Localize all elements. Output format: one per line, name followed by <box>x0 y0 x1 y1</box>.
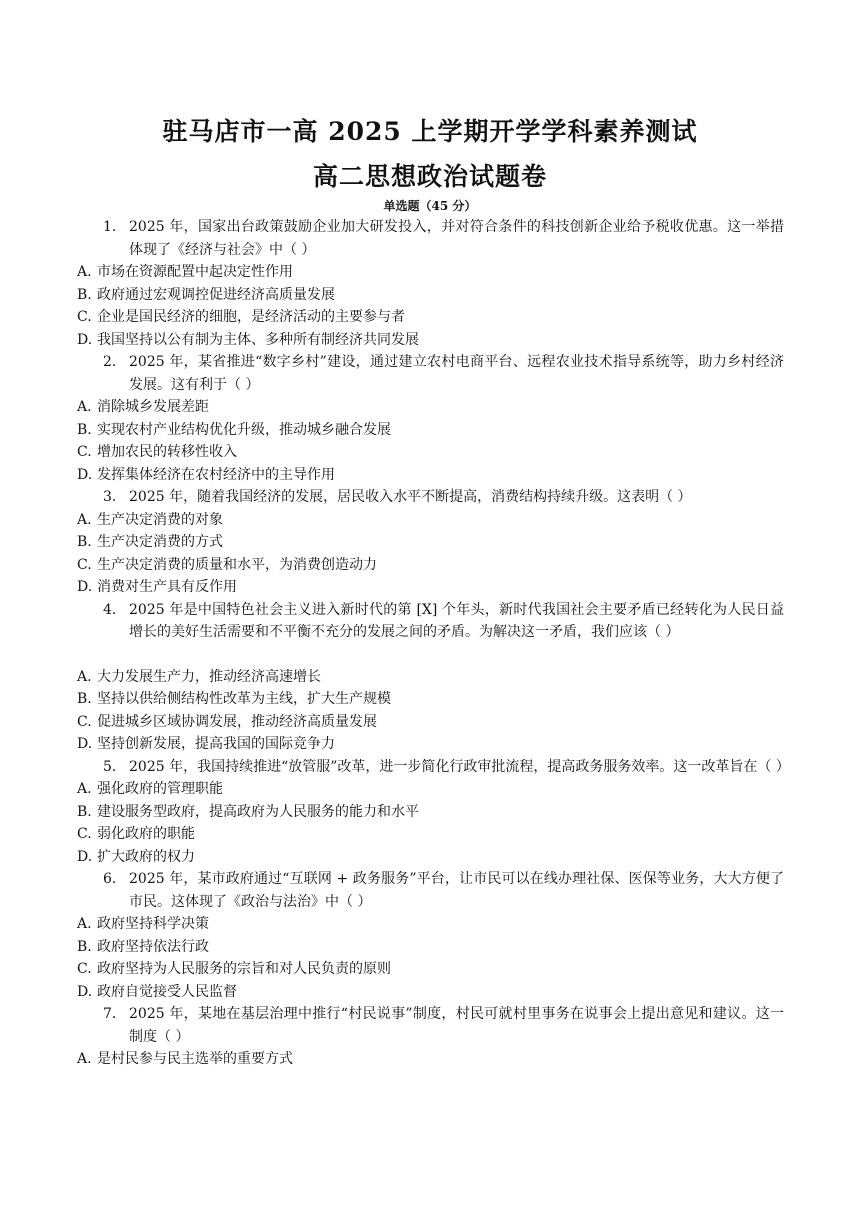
option-label: B. <box>77 803 92 820</box>
option-c <box>77 958 860 981</box>
option-label: B. <box>77 691 92 707</box>
question-5 <box>103 756 790 779</box>
question-number: 2. <box>103 354 117 370</box>
option-label: B. <box>77 534 92 550</box>
option-text: 企业是国民经济的细胞，是经济活动的主要参与者 <box>97 309 405 325</box>
option-label: A. <box>77 511 92 528</box>
option-text: 是村民参与民主选举的重要方式 <box>97 1051 293 1067</box>
option-a <box>77 509 860 532</box>
option-text: 消费对生产具有反作用 <box>97 579 237 595</box>
option-text: 强化政府的管理职能 <box>97 781 223 797</box>
option-text: 生产决定消费的对象 <box>97 511 223 528</box>
option-text: 我国坚持以公有制为主体、多种所有制经济共同发展 <box>97 331 419 348</box>
question-2 <box>103 351 784 396</box>
option-b <box>77 801 860 824</box>
option-b <box>77 936 860 959</box>
option-a <box>77 261 860 284</box>
option-c <box>77 554 860 577</box>
option-text: 大力发展生产力，推动经济高速增长 <box>97 668 321 685</box>
option-c <box>77 823 860 846</box>
option-label: B. <box>77 286 92 303</box>
option-d <box>77 846 860 869</box>
option-label: D. <box>77 466 93 483</box>
answer-gap <box>0 644 860 666</box>
option-text: 扩大政府的权力 <box>97 848 195 865</box>
option-label: A. <box>77 668 92 685</box>
option-a <box>77 913 860 936</box>
question-number: 7. <box>103 1006 117 1022</box>
question-text: 2025 年，某省推进“数字乡村”建设，通过建立农村电商平台、远程农业技术指导系统等，助力乡村经济发展。这有利于（ ） <box>129 354 784 393</box>
option-text: 实现农村产业结构优化升级，推动城乡融合发展 <box>97 421 391 438</box>
option-label: A. <box>77 1051 92 1067</box>
option-text: 政府坚持为人民服务的宗旨和对人民负责的原则 <box>97 961 391 977</box>
option-c <box>77 306 860 329</box>
option-a <box>77 396 860 419</box>
option-text: 坚持以供给侧结构性改革为主线，扩大生产规模 <box>97 691 391 707</box>
question-number: 3. <box>103 489 117 505</box>
option-d <box>77 329 860 352</box>
option-label: B. <box>77 938 92 955</box>
option-label: C. <box>77 713 92 730</box>
option-d <box>77 733 860 756</box>
question-number: 4. <box>103 601 117 618</box>
option-d <box>77 981 860 1004</box>
option-text: 弱化政府的职能 <box>97 826 195 842</box>
option-label: C. <box>77 556 92 573</box>
question-number: 5. <box>103 758 117 775</box>
option-text: 增加农民的转移性收入 <box>97 444 237 460</box>
option-text: 坚持创新发展，提高我国的国际竞争力 <box>97 736 335 752</box>
option-text: 建设服务型政府，提高政府为人民服务的能力和水平 <box>97 803 419 820</box>
option-text: 促进城乡区域协调发展，推动经济高质量发展 <box>97 713 377 730</box>
option-label: D. <box>77 579 93 595</box>
option-a <box>77 1048 860 1071</box>
option-text: 市场在资源配置中起决定性作用 <box>97 264 293 280</box>
question-number: 1. <box>103 219 117 235</box>
option-b <box>77 284 860 307</box>
question-6 <box>103 868 784 913</box>
question-text: 2025 年，国家出台政策鼓励企业加大研发投入，并对符合条件的科技创新企业给予税收优惠。这一举措体现了《经济与社会》中（ ） <box>129 219 784 258</box>
option-label: C. <box>77 826 92 842</box>
question-number: 6. <box>103 871 117 887</box>
question-list <box>0 216 860 1071</box>
option-a <box>77 778 860 801</box>
option-label: A. <box>77 916 92 932</box>
option-label: C. <box>77 309 92 325</box>
option-a <box>77 666 860 689</box>
question-3 <box>103 486 784 509</box>
option-label: C. <box>77 444 92 460</box>
option-label: D. <box>77 736 93 752</box>
option-b <box>77 419 860 442</box>
question-4 <box>103 599 784 644</box>
option-d <box>77 576 860 599</box>
question-text: 2025 年，某市政府通过“互联网 + 政务服务”平台，让市民可以在线办理社保、医保等业务，大大方便了市民。这体现了《政治与法治》中（ ） <box>129 871 784 910</box>
option-text: 政府坚持依法行政 <box>97 938 209 955</box>
option-c <box>77 441 860 464</box>
option-label: D. <box>77 983 93 1000</box>
option-label: A. <box>77 264 92 280</box>
option-label: D. <box>77 331 93 348</box>
option-label: B. <box>77 421 92 438</box>
option-label: C. <box>77 961 92 977</box>
question-text: 2025 年，我国持续推进“放管服”改革，进一步简化行政审批流程，提高政务服务效率。这一改革旨在（ ） <box>129 758 790 775</box>
option-label: A. <box>77 781 92 797</box>
option-b <box>77 531 860 554</box>
option-label: D. <box>77 848 93 865</box>
exam-title: 驻马店市一高 2025 上学期开学学科素养测试 <box>162 117 698 146</box>
question-7 <box>103 1003 784 1048</box>
exam-subtitle: 高二思想政治试题卷 <box>312 162 547 191</box>
option-text: 发挥集体经济在农村经济中的主导作用 <box>97 466 335 483</box>
option-text: 政府自觉接受人民监督 <box>97 983 237 1000</box>
option-b <box>77 688 860 711</box>
question-text: 2025 年，随着我国经济的发展，居民收入水平不断提高，消费结构持续升级。这表明（ ） <box>129 489 692 505</box>
option-text: 政府通过宏观调控促进经济高质量发展 <box>97 286 335 303</box>
section-heading: 单选题（45 分） <box>383 199 477 213</box>
question-text: 2025 年是中国特色社会主义进入新时代的第 [X] 个年头，新时代我国社会主要矛盾已经转化为人民日益增长的美好生活需要和不平衡不充分的发展之间的矛盾。为解决这一矛盾，我们应该（ ） <box>129 601 784 640</box>
option-c <box>77 711 860 734</box>
option-label: A. <box>77 399 92 415</box>
option-d <box>77 464 860 487</box>
option-text: 政府坚持科学决策 <box>97 916 209 932</box>
option-text: 生产决定消费的质量和水平，为消费创造动力 <box>97 556 377 573</box>
option-text: 消除城乡发展差距 <box>97 399 209 415</box>
question-text: 2025 年，某地在基层治理中推行“村民说事”制度，村民可就村里事务在说事会上提出意见和建议。这一制度（ ） <box>129 1006 784 1045</box>
question-1 <box>103 216 784 261</box>
option-text: 生产决定消费的方式 <box>97 534 223 550</box>
